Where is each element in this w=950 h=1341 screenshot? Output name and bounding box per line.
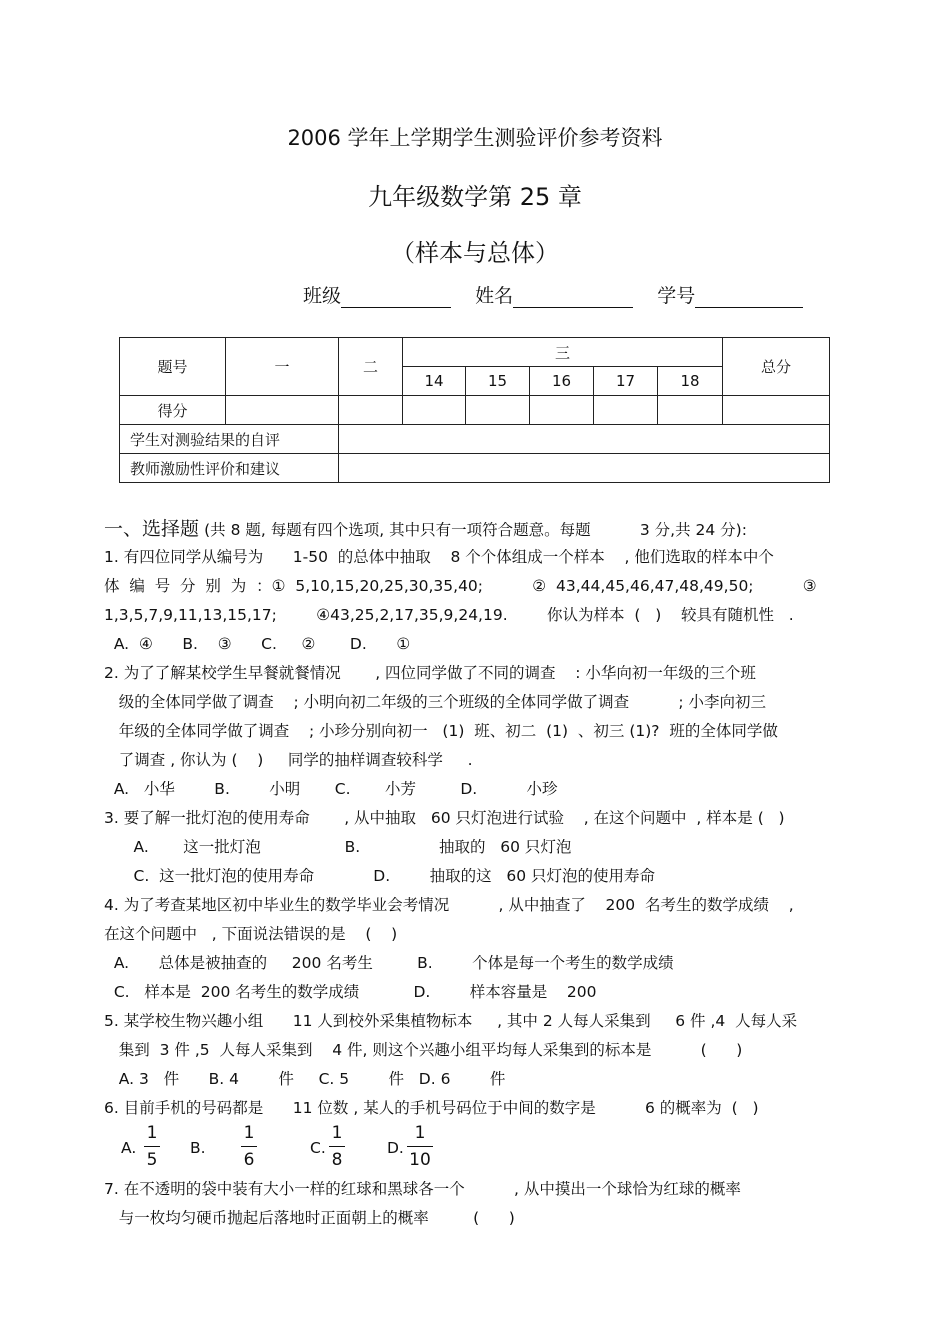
header-question-number: 题号 <box>120 338 226 396</box>
score-cell[interactable] <box>594 396 658 425</box>
row-self-eval-label: 学生对测验结果的自评 <box>120 425 339 454</box>
exam-title: 九年级数学第 25 章 <box>368 183 582 211</box>
question-line: 集到 3 件 ,5 人每人采集到 4 件, 则这个兴趣小组平均每人采集到的标本是 ( ) <box>104 1041 743 1059</box>
question-line: 体 编 号 分 别 为 ：① 5,10,15,20,25,30,35,40; ② 43,44,45,46,47,48,49,50; ③ <box>104 577 817 595</box>
question-line: C. 这一批灯泡的使用寿命 D. 抽取的这 60 只灯泡的使用寿命 <box>104 867 656 885</box>
class-label: 班级 <box>303 285 342 307</box>
score-cell[interactable] <box>226 396 339 425</box>
class-blank[interactable] <box>341 287 451 308</box>
q6-option-d-label: D. <box>387 1139 404 1157</box>
row-score-label: 得分 <box>120 396 226 425</box>
question-line: 3. 要了解一批灯泡的使用寿命 , 从中抽取 60 只灯泡进行试验 , 在这个问题中 , 样本是 ( ) <box>104 809 785 827</box>
question-lines <box>104 543 817 1123</box>
header-total: 总分 <box>723 338 830 396</box>
q6-option-c-fraction: 1 8 <box>329 1122 345 1171</box>
score-table <box>119 337 830 483</box>
exam-series-title: 2006 学年上学期学生测验评价参考资料 <box>287 126 663 150</box>
question-line: 了调查 , 你认为 ( ) 同学的抽样调查较科学 . <box>104 751 473 769</box>
header-part-3: 三 <box>403 338 723 367</box>
question-line: A. 这一批灯泡 B. 抽取的 60 只灯泡 <box>104 838 572 856</box>
header-q14: 14 <box>403 367 466 396</box>
header-q15: 15 <box>466 367 530 396</box>
question-line: 1,3,5,7,9,11,13,15,17; ④43,25,2,17,35,9,24,19. 你认为样本 ( ) 较具有随机性 . <box>104 606 794 624</box>
question-line: 6. 目前手机的号码都是 11 位数 , 某人的手机号码位于中间的数字是 6 的概率为 ( ) <box>104 1099 759 1117</box>
student-id-blank[interactable] <box>695 287 803 308</box>
question-lines-tail <box>104 1175 741 1233</box>
score-cell[interactable] <box>339 396 403 425</box>
section-note: (共 8 题, 每题有四个选项, 其中只有一项符合题意。每题 3 分,共 24 分): <box>204 521 747 539</box>
q6-option-d-fraction: 1 10 <box>407 1122 433 1171</box>
row-teacher-eval-label: 教师激励性评价和建议 <box>120 454 339 483</box>
score-cell[interactable] <box>403 396 466 425</box>
q6-option-b-fraction: 1 6 <box>241 1122 257 1171</box>
header-q16: 16 <box>530 367 594 396</box>
teacher-eval-cell[interactable] <box>339 454 830 483</box>
question-line: 7. 在不透明的袋中装有大小一样的红球和黑球各一个 , 从中摸出一个球恰为红球的概率 <box>104 1180 741 1198</box>
question-line: A. 3 件 B. 4 件 C. 5 件 D. 6 件 <box>104 1070 506 1088</box>
score-cell[interactable] <box>466 396 530 425</box>
header-part-2: 二 <box>339 338 403 396</box>
section-heading <box>104 514 747 545</box>
exam-subtitle: （样本与总体） <box>391 239 559 267</box>
header-q18: 18 <box>658 367 723 396</box>
score-cell[interactable] <box>530 396 594 425</box>
question-line: 5. 某学校生物兴趣小组 11 人到校外采集植物标本 , 其中 2 人每人采集到 6 件 ,4 人每人采 <box>104 1012 798 1030</box>
question-line: 与一枚均匀硬币抛起后落地时正面朝上的概率 ( ) <box>104 1209 515 1227</box>
student-id-label: 学号 <box>657 285 696 307</box>
question-line: 2. 为了了解某校学生早餐就餐情况 , 四位同学做了不同的调查 : 小华向初一年级的三个班 <box>104 664 756 682</box>
question-line: 级的全体同学做了调查 ; 小明向初二年级的三个班级的全体同学做了调查 ; 小李向初三 <box>104 693 767 711</box>
q6-option-a-fraction: 1 5 <box>144 1122 160 1171</box>
question-line: A. 小华 B. 小明 C. 小芳 D. 小珍 <box>104 780 558 798</box>
question-line: A. ④ B. ③ C. ② D. ① <box>104 635 411 653</box>
score-cell[interactable] <box>658 396 723 425</box>
name-blank[interactable] <box>513 287 633 308</box>
q6-option-a-label: A. <box>121 1139 137 1157</box>
question-line: 在这个问题中 , 下面说法错误的是 ( ) <box>104 925 398 943</box>
q6-option-b-label: B. <box>190 1139 206 1157</box>
self-eval-cell[interactable] <box>339 425 830 454</box>
name-label: 姓名 <box>475 285 514 307</box>
question-line: 年级的全体同学做了调查 ; 小珍分别向初一 (1) 班、初二 (1) 、初三 (1)? 班的全体同学做 <box>104 722 778 740</box>
header-part-1: 一 <box>226 338 339 396</box>
question-line: A. 总体是被抽查的 200 名考生 B. 个体是每一个考生的数学成绩 <box>104 954 674 972</box>
header-q17: 17 <box>594 367 658 396</box>
question-line: 4. 为了考查某地区初中毕业生的数学毕业会考情况 , 从中抽查了 200 名考生的数学成绩 , <box>104 896 794 914</box>
question-line: C. 样本是 200 名考生的数学成绩 D. 样本容量是 200 <box>104 983 597 1001</box>
student-info-fields <box>303 281 803 308</box>
question-line: 1. 有四位同学从编号为 1-50 的总体中抽取 8 个个体组成一个样本 , 他们选取的样本中个 <box>104 548 774 566</box>
section-title: 一、选择题 <box>104 518 200 540</box>
score-cell[interactable] <box>723 396 830 425</box>
q6-option-c-label: C. <box>310 1139 326 1157</box>
